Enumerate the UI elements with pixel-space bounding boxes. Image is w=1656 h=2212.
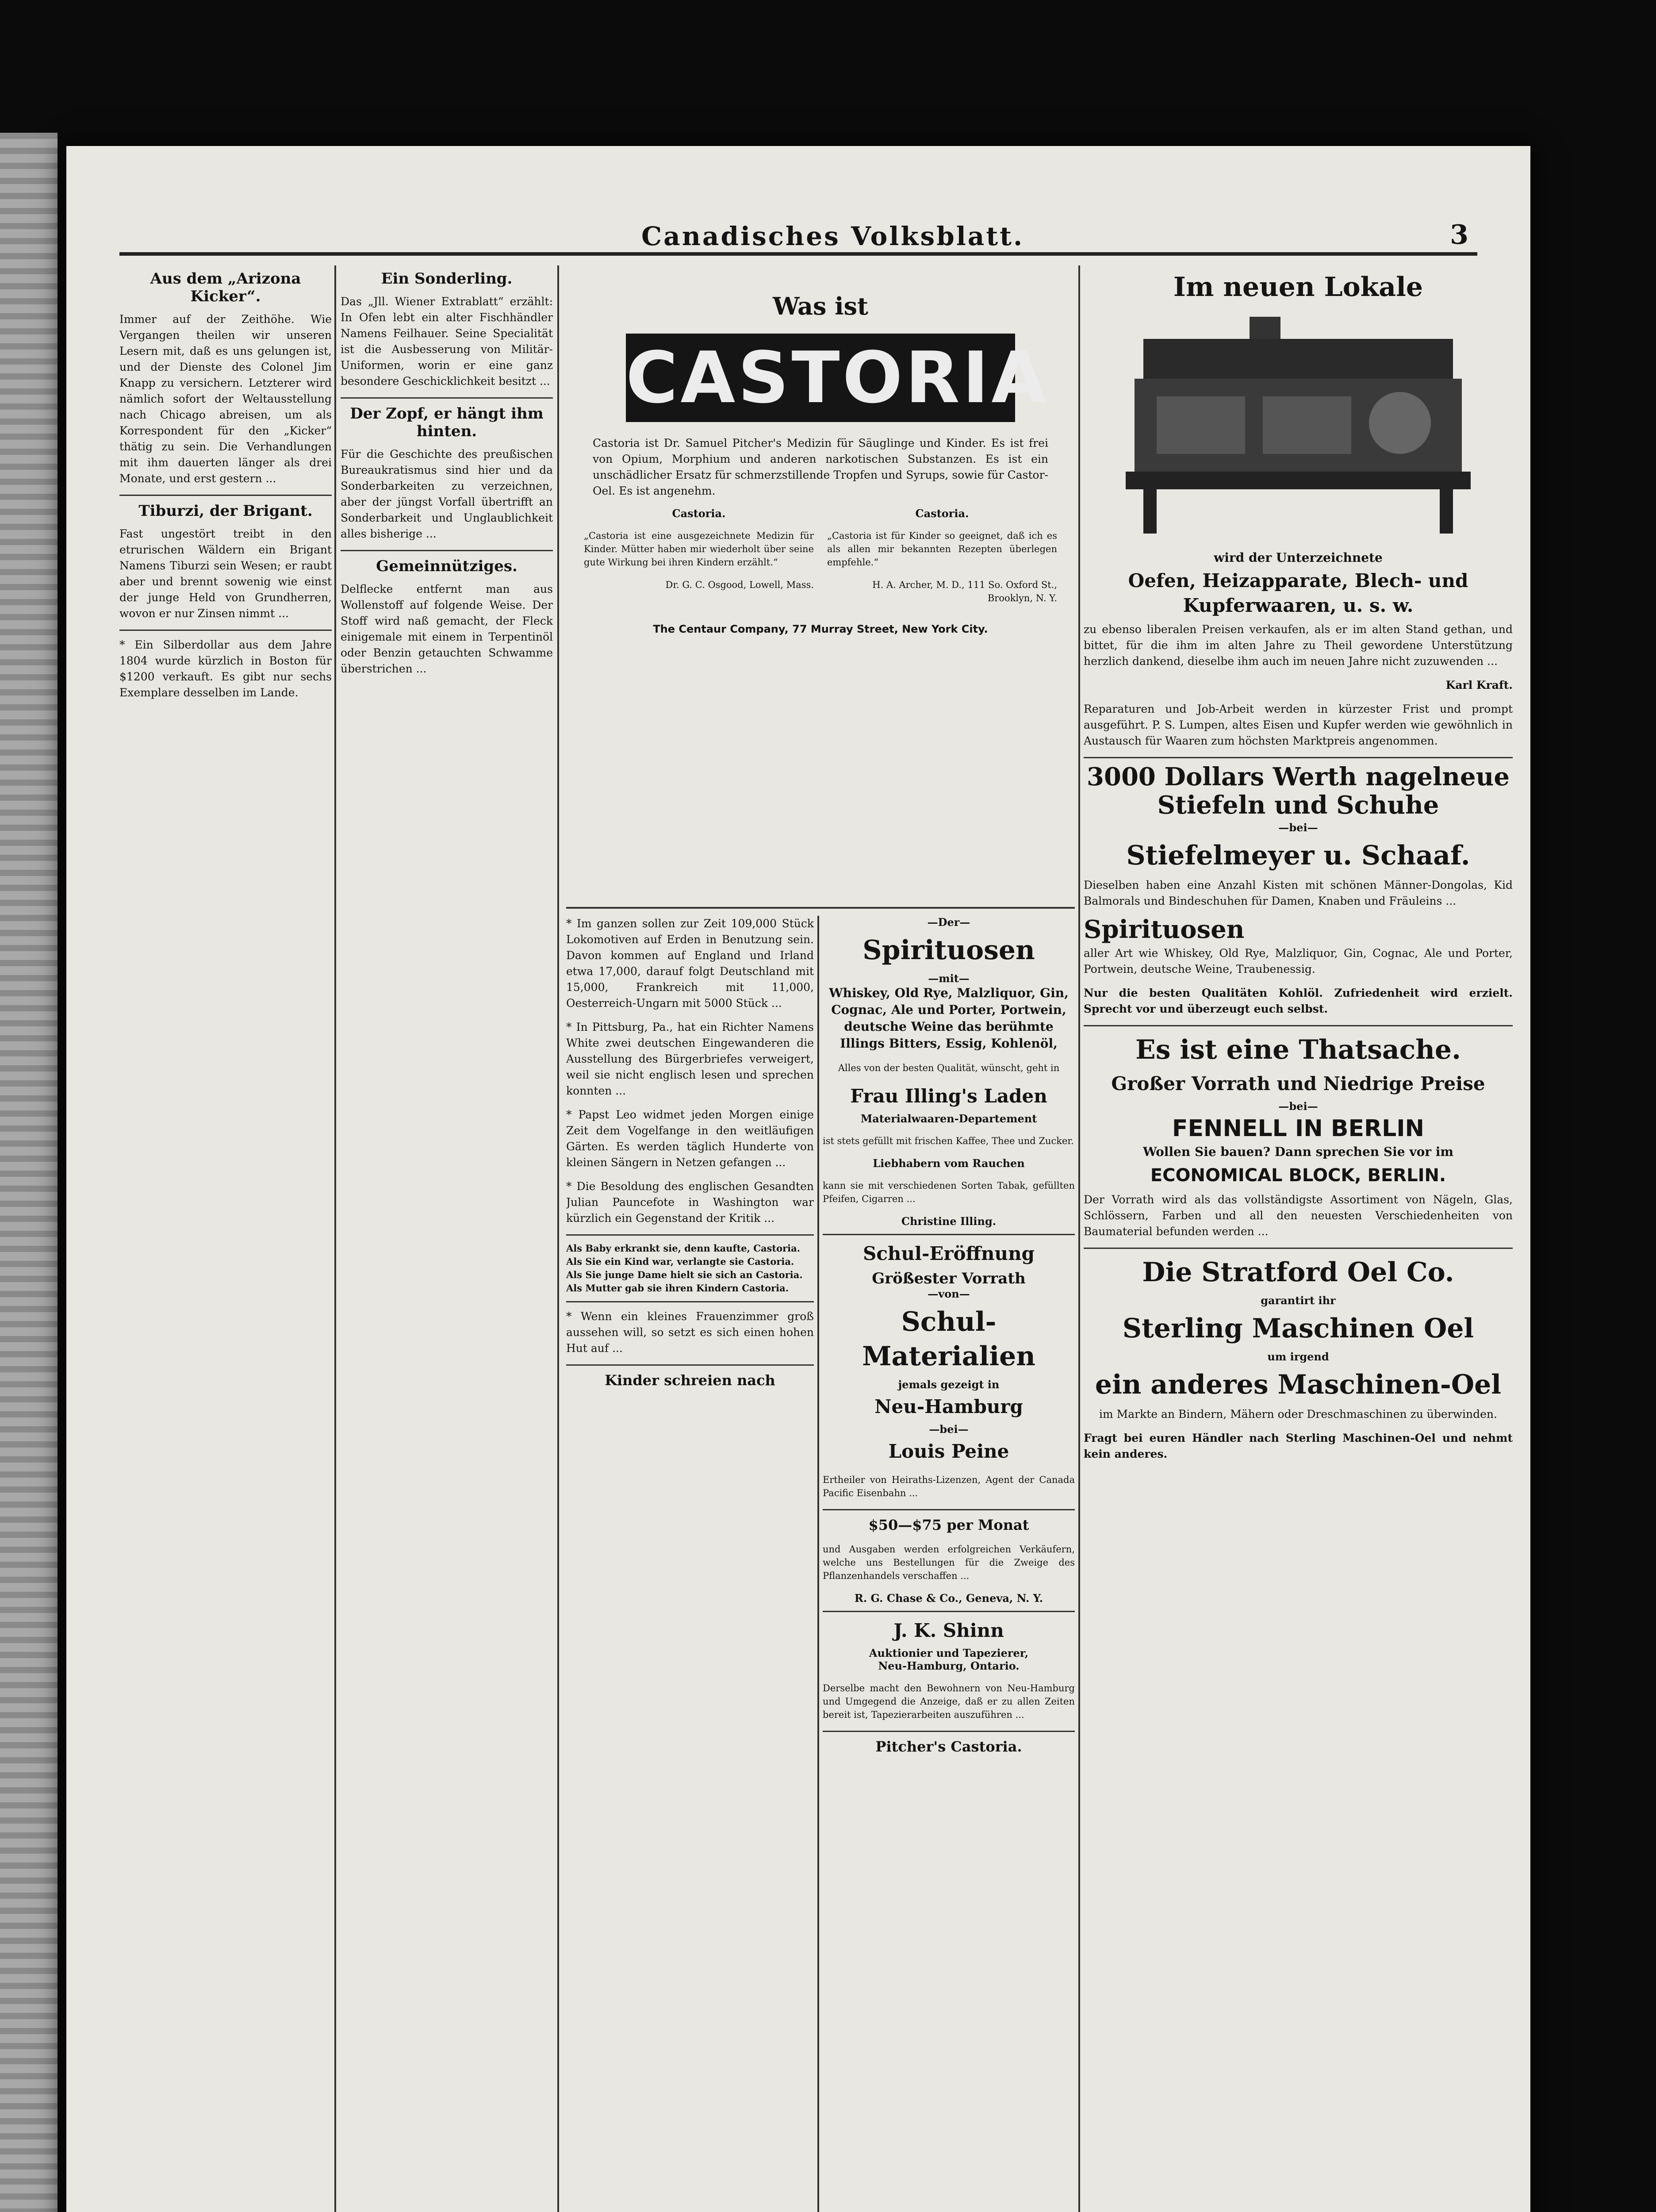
ad-question: Wollen Sie bauen? Dann sprechen Sie vor im [1142,1144,1454,1159]
divider [823,1731,1075,1732]
ad-place: Neu-Hamburg, Ontario. [878,1659,1020,1672]
article-text: * Wenn ein kleines Frauenzimmer groß aussehen will, so setzt es sich einen hohen Hut auf ... [566,1310,814,1355]
column-3a [566,916,814,2212]
divider [1084,757,1513,758]
ad-list: Whiskey, Old Rye, Malzliquor, Gin, Cognac, Ale und Porter, Portwein, deutsche Weine das berühmte Illings Bitters, Essig, Kohlenöl, [829,986,1069,1051]
ad-name: FENNELL IN BERLIN [1172,1115,1425,1142]
ad-text: ist stets gefüllt mit frischen Kaffee, Thee und Zucker. [823,1136,1074,1146]
ad-subtitle: Stiefeln und Schuhe [1157,791,1439,820]
testimonial-text: „Castoria ist für Kinder so geeignet, daß ich es als allen mir bekannten Rezepten überlegen empfehle.“ [827,530,1057,568]
column-3b [823,916,1075,2212]
divider [823,1509,1075,1510]
ad-title: Spirituosen [862,935,1035,966]
ad-text: jemals gezeigt in [898,1378,1000,1391]
previous-page-edge [0,133,58,2212]
masthead [119,221,1477,256]
article-text: Delflecke entfernt man aus Wollenstoff auf folgende Weise. Der Stoff wird naß gemacht, der Fleck einigemale mit einem in Terpentinöl oder Benzin getauchten Schwamme überstrichen ... [341,583,553,675]
castoria-line: Als Sie junge Dame hielt sie sich an Castoria. [566,1269,803,1280]
divider [119,495,332,496]
divider [341,550,553,551]
divider [1084,1248,1513,1249]
testimonial-sign: Dr. G. C. Osgood, Lowell, Mass. [665,580,814,590]
ad-subtitle: Auktionier und Tapezierer, [869,1647,1029,1659]
ad-subtitle: Großer Vorrath und Niedrige Preise [1111,1073,1485,1094]
article-text: Immer auf der Zeithöhe. Wie Vergangen theilen wir unseren Lesern mit, daß es uns gelungen ist, und der Dienste des Colonel Jim Knapp zu versichern. Letzterer wird nämlich sofort der Weltausstellung nach Chicago abreisen, um als Korrespondent für den „Kicker“ thätig zu sein. Die Verhandlungen mit ihm dauerten länger als drei Monate, und erst gestern ... [119,313,332,485]
column-4 [1084,265,1513,2212]
ad-text: Reparaturen und Job-Arbeit werden in kürzester Frist und prompt ausgeführt. P. S. Lumpen, altes Eisen und Kupfer werden wie gewöhnlich in Austausch für Waaren zum höchsten Marktpreis angenommen. [1084,703,1513,747]
ad-heading: Was ist [773,292,868,320]
ad-subtitle: um irgend [1267,1350,1329,1363]
ad-title: J. K. Shinn [893,1620,1004,1641]
article-title: Der Zopf, er hängt ihm hinten. [350,405,544,440]
divider [823,1234,1075,1235]
testimonial-title: Castoria. [915,507,969,520]
ad-block: ECONOMICAL BLOCK, BERLIN. [1150,1165,1446,1186]
ad-title: Die Stratford Oel Co. [1142,1257,1454,1288]
ad-text: und Ausgaben werden erfolgreichen Verkäufern, welche uns Bestellungen für die Zweige des Pflanzenhandels verschaffen ... [823,1544,1075,1581]
divider [566,1364,814,1366]
ad-with: —mit— [928,972,970,985]
article-text: Das „Jll. Wiener Extrablatt“ erzählt: In Ofen lebt ein alter Fischhändler Namens Feilhauer. Seine Specialität ist die Ausbesserung von Militär-Uniformen, worin er eine ganz besondere Geschicklichkeit besitzt ... [341,295,553,388]
article-text: * Ein Silberdollar aus dem Jahre 1804 wurde kürzlich in Boston für $1200 verkauft. Es gibt nur sechs Exemplare desselben im Lande. [119,638,332,699]
castoria-line: Als Mutter gab sie ihren Kindern Castoria. [566,1283,789,1294]
column-rule [557,265,559,2212]
ad-name: Stiefelmeyer u. Schaaf. [1126,840,1470,871]
ad-subtitle: Liebhabern vom Rauchen [873,1157,1025,1170]
ad-title: $50—$75 per Monat [868,1517,1029,1533]
ad-pre: —Der— [927,916,970,929]
divider [119,630,332,631]
divider [823,1611,1075,1612]
testimonial-right [827,507,1057,614]
ad-text: Fragt bei euren Händler nach Sterling Maschinen-Oel und nehmt kein anderes. [1084,1432,1513,1460]
divider [341,397,553,399]
ad-title: Im neuen Lokale [1173,272,1423,303]
ad-place: Neu-Hamburg [874,1396,1023,1417]
stove-icon [1117,312,1480,542]
testimonial-title: Castoria. [672,507,726,520]
castoria-banner: CASTORIA [626,334,1015,422]
divider [566,1301,814,1302]
article-text: * Die Besoldung des englischen Gesandten Julian Pauncefote in Washington war kürzlich ein Gegenstand der Kritik ... [566,1180,814,1225]
ad-intro: wird der Unterzeichnete [1214,550,1383,565]
ad-text: Ertheiler von Heiraths-Lizenzen, Agent der Canada Pacific Eisenbahn ... [823,1475,1075,1498]
article-text: Für die Geschichte des preußischen Bureaukratismus sind hier und da Sonderbarkeiten zu verzeichnen, aber der jüngst Vorfall übertrifft an Sonderbarkeit und Unglaublichkeit alles bisherige ... [341,448,553,540]
testimonial-sign: H. A. Archer, M. D., 111 So. Oxford St., Brooklyn, N. Y. [872,580,1057,603]
ad-text: Nur die besten Qualitäten Kohlöl. Zufriedenheit wird erzielt. Sprecht vor und überzeugt euch selbst. [1084,987,1513,1015]
newspaper-page [66,146,1530,2212]
column-rule [1078,265,1080,2212]
article-text: * Papst Leo widmet jeden Morgen einige Zeit dem Vogelfange in den weitläufigen Gärten. Es werden täglich Hunderte von kleinen Sängern in Netzen gefangen ... [566,1108,814,1169]
ad-sign: Karl Kraft. [1445,679,1513,691]
article-text: * Im ganzen sollen zur Zeit 109,000 Stück Lokomotiven auf Erden in Benutzung sein. Davon kommen auf England und Irland etwa 17,000, darauf folgt Deutschland mit 15,000, Frankreich mit 11,000, Oesterreich-Ungarn mit 5000 Stück ... [566,917,814,1010]
ad-subtitle: garantirt ihr [1261,1294,1336,1307]
ad-sign: R. G. Chase & Co., Geneva, N. Y. [854,1592,1043,1605]
column-rule [817,916,819,2212]
newspaper-title: Canadisches Volksblatt. [641,221,1024,251]
ad-footer: The Centaur Company, 77 Murray Street, New York City. [653,623,988,635]
ad-text: Alles von der besten Qualität, wünscht, geht in [838,1063,1060,1073]
article-text: * In Pittsburg, Pa., hat ein Richter Namens White zwei deutschen Eingewanderen die Ausstellung des Bürgerbriefes verweigert, weil sie nicht englisch lesen und sprechen konnten ... [566,1021,814,1097]
testimonials [566,507,1075,614]
page-number: 3 [1450,219,1468,250]
ad-sign: Christine Illing. [901,1215,997,1228]
ad-text: im Markte an Bindern, Mähern oder Dreschmaschinen zu überwinden. [1099,1408,1497,1421]
castoria-lines [566,1242,814,1295]
ad-text: zu ebenso liberalen Preisen verkaufen, als er im alten Stand gethan, und bittet, für die ihm im alten Jahre zu Theil gewordene Unterstützung herzlich dankend, dieselbe ihm auch im neuen Jahre nicht zuzuwenden ... [1084,623,1513,668]
column-rule [334,265,336,2212]
castoria-line: Als Baby erkrankt sie, denn kaufte, Castoria. [566,1243,801,1254]
ad-big: Spirituosen [1084,915,1245,944]
ad-slogan: Pitcher's Castoria. [875,1738,1022,1755]
ad-at: —bei— [1278,1100,1318,1113]
ad-text: Der Vorrath wird als das vollständigste Assortiment von Nägeln, Glas, Schlössern, Farben und all den neuesten Verschiedenheiten von Baumaterial befunden werden ... [1084,1193,1513,1238]
ad-title: Es ist eine Thatsache. [1135,1034,1461,1065]
article-title: Gemeinnütziges. [376,557,518,575]
ad-big: ein anderes Maschinen-Oel [1095,1369,1502,1400]
castoria-line: Als Sie ein Kind war, verlangte sie Castoria. [566,1256,794,1267]
column-2 [341,265,553,2212]
testimonial-text: „Castoria ist eine ausgezeichnete Medizin für Kinder. Mütter haben mir wiederholt über seine gute Wirkung bei ihren Kindern erzählt.“ [584,530,814,568]
ad-text: kann sie mit verschiedenen Sorten Tabak, gefüllten Pfeifen, Cigarren ... [823,1180,1075,1204]
stove-illustration [1117,312,1480,542]
ad-of: —von— [928,1287,970,1300]
ad-text: Castoria ist Dr. Samuel Pitcher's Medizin für Säuglinge und Kinder. Es ist frei von Opium, Morphium und anderen narkotischen Substanzen. Es ist ein unschädlicher Ersatz für schmerzstillende Tropfen und Syrups, sowie für Castor-Oel. Es ist angenehm. [593,437,1048,497]
article-title: Ein Sonderling. [381,270,513,288]
shop-name: Frau Illing's Laden [850,1085,1047,1107]
ad-at: —bei— [929,1423,969,1436]
ad-slogan: Kinder schreien nach [605,1372,775,1389]
article-title: Aus dem „Arizona Kicker“. [150,270,301,305]
ad-big: Schul-Materialien [862,1306,1035,1372]
ad-text: Derselbe macht den Bewohnern von Neu-Hamburg und Umgegend die Anzeige, daß er zu allen Zeiten bereit ist, Tapezierarbeiten auszuführen ... [823,1683,1075,1720]
castoria-ad [566,265,1075,911]
ad-title: Schul-Eröffnung [863,1243,1035,1264]
testimonial-left [584,507,814,614]
ad-name: Sterling Maschinen Oel [1122,1313,1474,1344]
divider [1084,1025,1513,1026]
ad-goods: Oefen, Heizapparate, Blech- und Kupferwaaren, u. s. w. [1128,570,1468,616]
ad-list: aller Art wie Whiskey, Old Rye, Malzliquor, Gin, Cognac, Ale und Porter, Portwein, deutsche Weine, Traubenessig. [1084,947,1513,975]
ad-at: —bei— [1278,821,1318,834]
article-text: Fast ungestört treibt in den etrurischen Wäldern ein Brigant Namens Tiburzi sein Wesen; er raubt aber und brennt sowenig wie einst der junge Held von Grundherren, wovon er nur Zinsen nimmt ... [119,527,332,620]
ad-name: Louis Peine [888,1440,1009,1462]
ad-title: 3000 Dollars Werth nagelneue [1087,762,1510,791]
divider [566,1234,814,1236]
ad-subtitle: Größester Vorrath [872,1270,1026,1287]
divider [566,907,1075,909]
ad-text: Dieselben haben eine Anzahl Kisten mit schönen Männer-Dongolas, Kid Balmorals und Bindeschuhen für Damen, Knaben und Fräuleins ... [1084,879,1513,907]
article-title: Tiburzi, der Brigant. [138,502,313,520]
ad-subtitle: Materialwaaren-Departement [860,1112,1037,1125]
column-1 [119,265,332,2212]
